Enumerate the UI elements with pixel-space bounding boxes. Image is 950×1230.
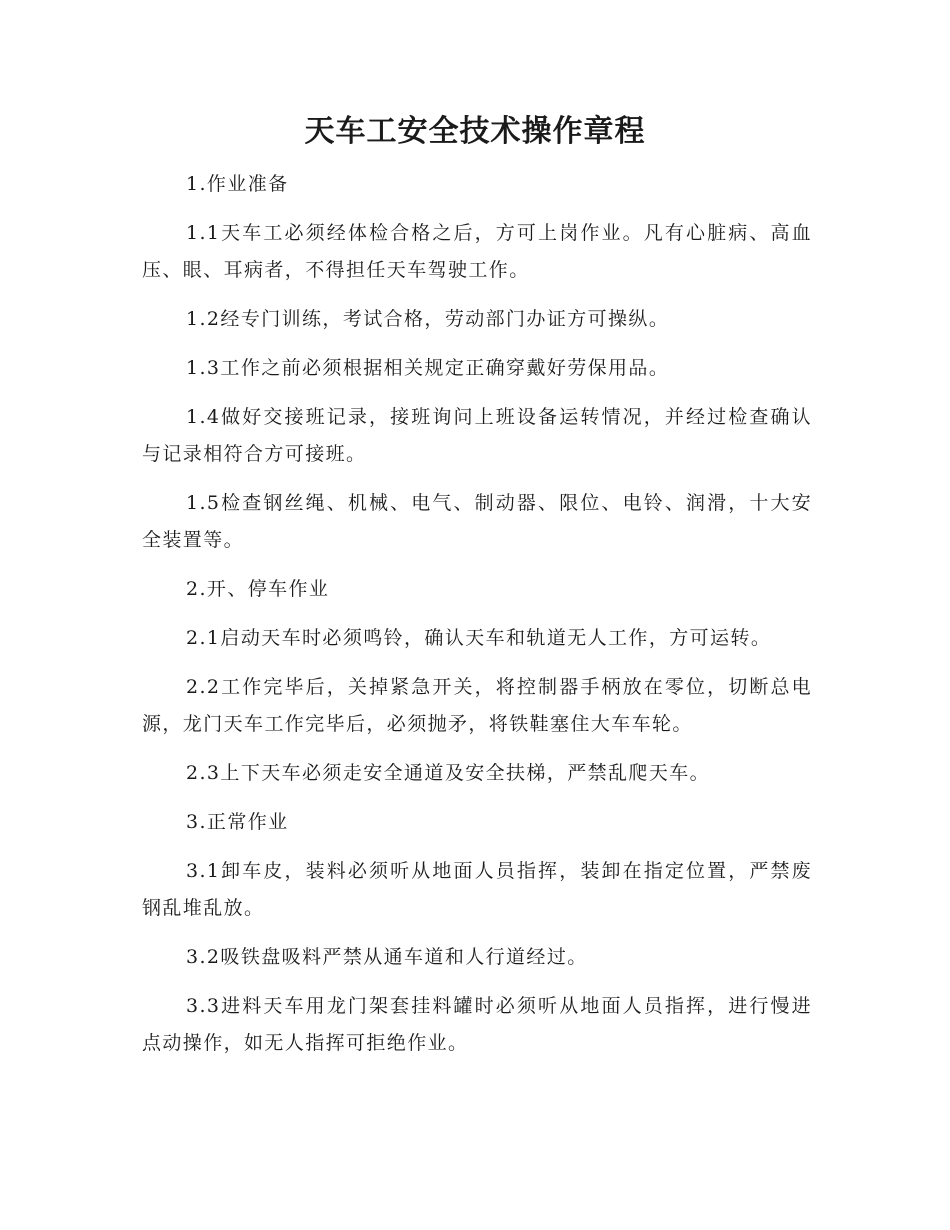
clause-2-2: 2.2工作完毕后，关掉紧急开关，将控制器手柄放在零位，切断总电源，龙门天车工作完毕后，必须抛矛，将铁鞋塞住大车车轮。 — [142, 676, 812, 735]
clause-3-1: 3.1卸车皮，装料必须听从地面人员指挥，装卸在指定位置，严禁废钢乱堆乱放。 — [142, 860, 812, 919]
clause-1-2: 1.2经专门训练，考试合格，劳动部门办证方可操纵。 — [186, 308, 670, 330]
clause-1-1: 1.1天车工必须经体检合格之后，方可上岗作业。凡有心脏病、高血压、眼、耳病者，不得担任天车驾驶工作。 — [142, 222, 812, 281]
clause-1-3: 1.3工作之前必须根据相关规定正确穿戴好劳保用品。 — [186, 357, 670, 379]
section-heading-2: 2.开、停车作业 — [186, 578, 330, 600]
clause-3-3: 3.3进料天车用龙门架套挂料罐时必须听从地面人员指挥，进行慢进点动操作，如无人指挥可拒绝作业。 — [142, 995, 812, 1054]
document-body — [142, 166, 812, 1074]
clause-2-3: 2.3上下天车必须走安全通道及安全扶梯，严禁乱爬天车。 — [186, 762, 711, 784]
clause-3-2: 3.2吸铁盘吸料严禁从通车道和人行道经过。 — [186, 946, 588, 968]
clause-2-1: 2.1启动天车时必须鸣铃，确认天车和轨道无人工作，方可运转。 — [186, 627, 772, 649]
section-heading-3: 3.正常作业 — [186, 811, 289, 833]
clause-1-4: 1.4做好交接班记录，接班询问上班设备运转情况，并经过检查确认与记录相符合方可接班。 — [142, 406, 812, 465]
section-heading-1: 1.作业准备 — [186, 173, 289, 195]
clause-1-5: 1.5检查钢丝绳、机械、电气、制动器、限位、电铃、润滑，十大安全装置等。 — [142, 492, 812, 551]
document-title: 天车工安全技术操作章程 — [304, 114, 646, 149]
